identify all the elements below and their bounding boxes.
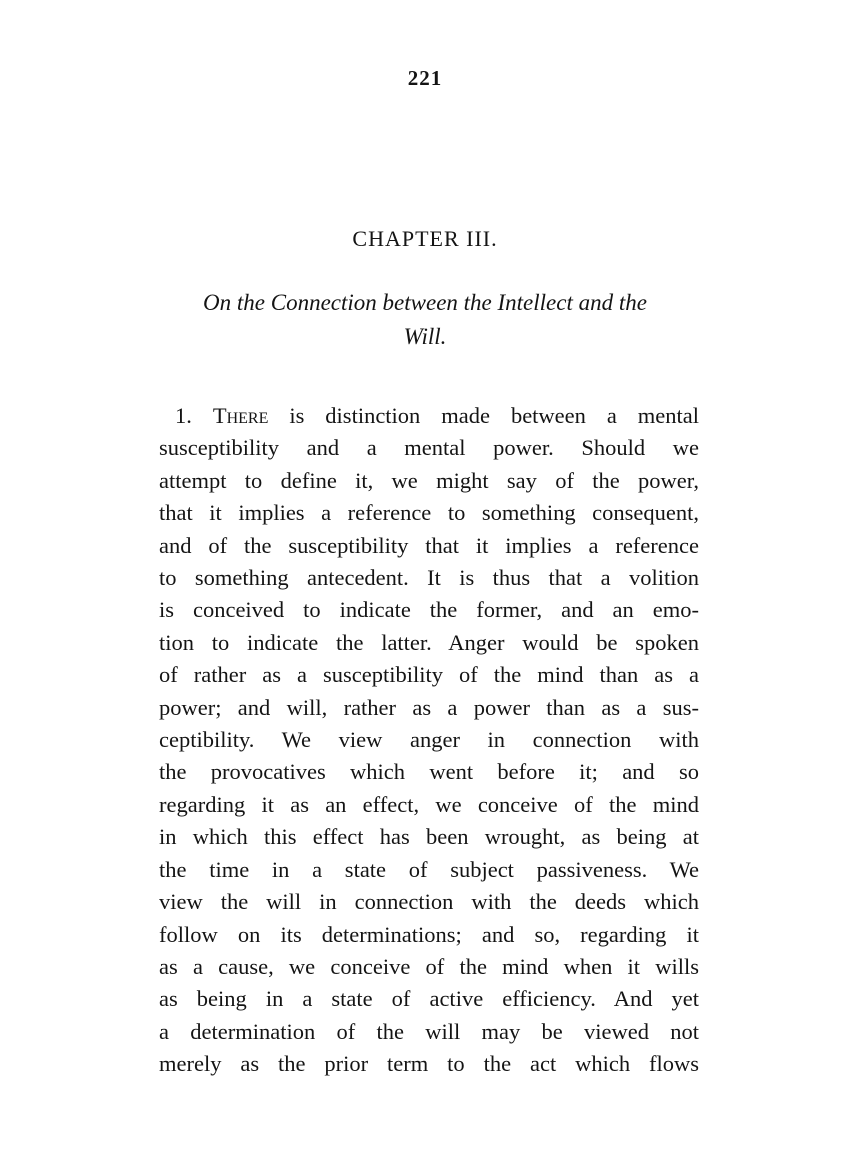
paragraph-line: a determination of the will may be viewed not — [159, 1018, 699, 1044]
paragraph-lead-word: There — [212, 403, 269, 428]
paragraph-line: to something antecedent. It is thus that a volition — [159, 565, 699, 591]
chapter-subtitle-line: Will. — [403, 324, 447, 349]
chapter-title: CHAPTER III. — [352, 226, 498, 251]
paragraph-line: merely as the prior term to the act which flows — [159, 1051, 699, 1077]
paragraph-line: tion to indicate the latter. Anger would be spoken — [159, 629, 699, 655]
paragraph-line: the provocatives which went before it; and so — [159, 759, 699, 785]
chapter-subtitle-line: On the Connection between the Intellect and the — [203, 290, 647, 315]
paragraph-line: as a cause, we conceive of the mind when it wills — [159, 953, 699, 979]
paragraph-line: power; and will, rather as a power than as a sus- — [159, 694, 699, 720]
paragraph — [159, 400, 699, 1081]
paragraph-line — [159, 400, 699, 432]
paragraph-line: attempt to define it, we might say of the power, — [159, 467, 699, 493]
paragraph-line: regarding it as an effect, we conceive of the mind — [159, 791, 699, 817]
chapter-subtitle — [150, 286, 700, 354]
paragraph-line: that it implies a reference to something consequent, — [159, 500, 699, 526]
paragraph-line: view the will in connection with the deeds which — [159, 889, 699, 915]
paragraph-number: 1. — [175, 403, 192, 428]
paragraph-line-text: is distinction made between a mental — [289, 403, 700, 428]
paragraph-line: and of the susceptibility that it implies a reference — [159, 532, 699, 558]
page-number: 221 — [407, 66, 443, 90]
paragraph-line: in which this effect has been wrought, as being at — [159, 824, 699, 850]
paragraph-line: ceptibility. We view anger in connection with — [159, 727, 699, 753]
paragraph-line: follow on its determinations; and so, regarding it — [159, 921, 699, 947]
paragraph-line: is conceived to indicate the former, and an emo- — [159, 597, 699, 623]
paragraph-line: of rather as a susceptibility of the mind than as a — [159, 662, 699, 688]
paragraph-line: susceptibility and a mental power. Should we — [159, 435, 699, 461]
paragraph-line: the time in a state of subject passiveness. We — [159, 856, 699, 882]
paragraph-line: as being in a state of active efficiency. And yet — [159, 986, 699, 1012]
